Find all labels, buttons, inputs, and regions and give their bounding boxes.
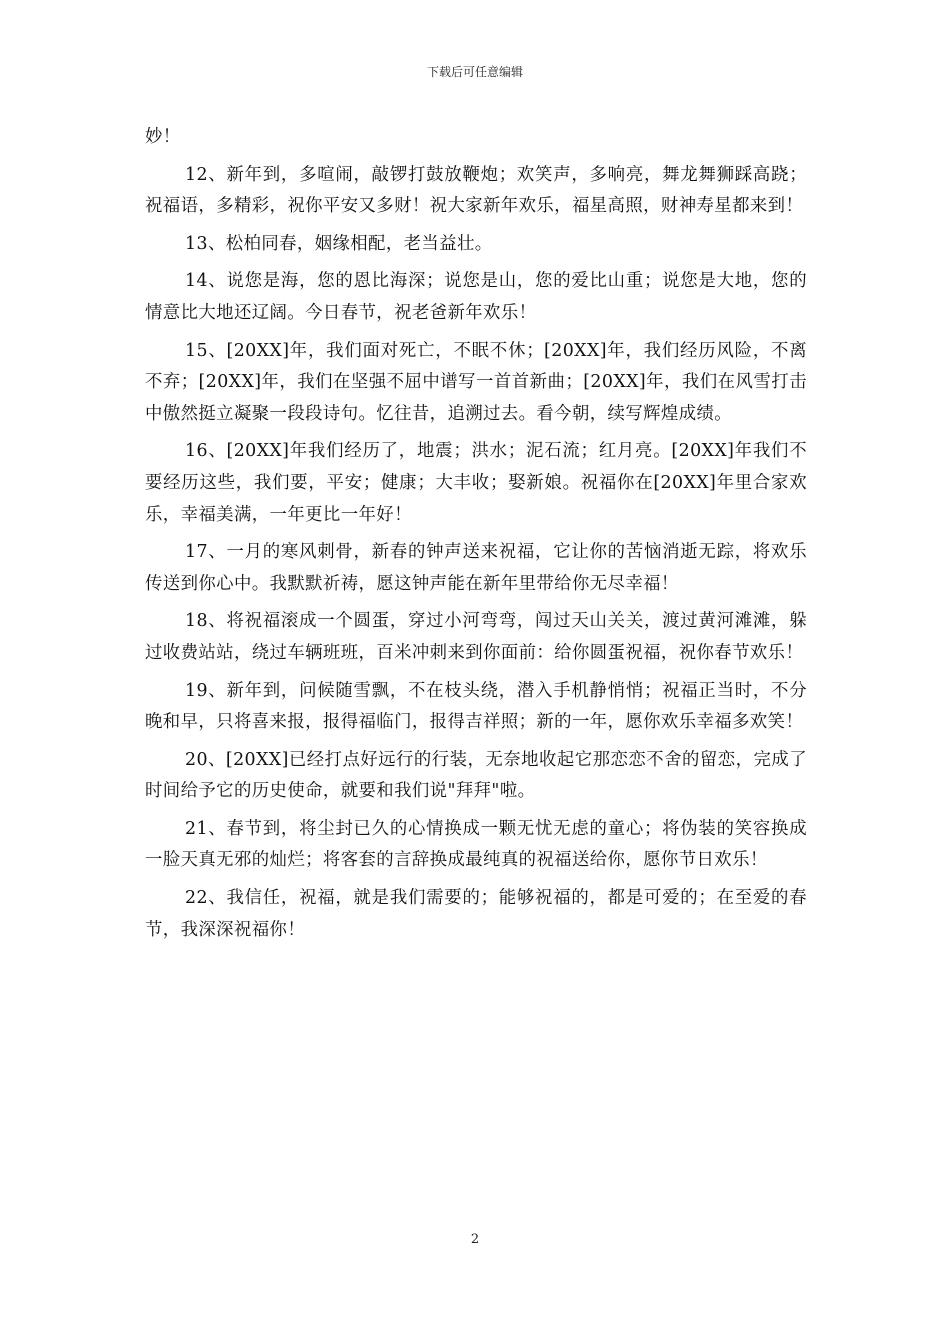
page-number: 2 xyxy=(470,1232,480,1247)
paragraph-continuation: 妙！ xyxy=(145,127,181,147)
paragraph-item-19: 19、新年到，问候随雪飘，不在枝头绕，潜入手机静悄悄；祝福正当时，不分晚和早，只将喜来报，报得福临门，报得吉祥照；新的一年，愿你欢乐幸福多欢笑！ xyxy=(145,680,807,733)
paragraph-item-17: 17、一月的寒风刺骨，新春的钟声送来祝福，它让你的苦恼消逝无踪，将欢乐传送到你心中。我默默祈祷，愿这钟声能在新年里带给你无尽幸福！ xyxy=(145,542,807,594)
paragraph-item-21: 21、春节到，将尘封已久的心情换成一颗无忧无虑的童心；将伪装的笑容换成一脸天真无邪的灿烂；将客套的言辞换成最纯真的祝福送给你，愿你节日欢乐！ xyxy=(145,818,807,871)
paragraph-item-16: 16、[20XX]年我们经历了，地震；洪水；泥石流；红月亮。[20XX]年我们不要经历这些，我们要，平安；健康；大丰收；娶新娘。祝福你在[20XX]年里合家欢乐，幸福美满，一年更比一年好！ xyxy=(145,441,807,525)
paragraph-item-13: 13、松柏同春，姻缘相配，老当益壮。 xyxy=(185,233,493,254)
paragraph-item-15: 15、[20XX]年，我们面对死亡，不眠不休；[20XX]年，我们经历风险，不离不弃；[20XX]年，我们在坚强不屈中谱写一首首新曲；[20XX]年，我们在风雪打击中傲然挺立凝聚一段段诗句。忆往昔，追溯过去。看今朝，续写辉煌成绩。 xyxy=(145,340,807,424)
paragraph-item-18: 18、将祝福滚成一个圆蛋，穿过小河弯弯，闯过天山关关，渡过黄河滩滩，躲过收费站站，绕过车辆班班，百米冲刺来到你面前：给你圆蛋祝福，祝你春节欢乐！ xyxy=(145,611,807,663)
paragraph-item-22: 22、我信任，祝福，就是我们需要的；能够祝福的，都是可爱的；在至爱的春节，我深深祝福你！ xyxy=(145,888,807,940)
paragraph-item-14: 14、说您是海，您的恩比海深；说您是山，您的爱比山重；说您是大地，您的情意比大地还辽阔。今日春节，祝老爸新年欢乐！ xyxy=(145,271,807,323)
paragraph-item-12: 12、新年到，多喧闹，敲锣打鼓放鞭炮；欢笑声，多响亮，舞龙舞狮踩高跷；祝福语，多精彩，祝你平安又多财！祝大家新年欢乐，福星高照，财神寿星都来到！ xyxy=(145,164,807,217)
document-body xyxy=(145,122,807,952)
paragraph-item-20: 20、[20XX]已经打点好远行的行装，无奈地收起它那恋恋不舍的留恋，完成了时间给予它的历史使命，就要和我们说"拜拜"啦。 xyxy=(145,749,807,802)
page-header: 下载后可任意编辑 xyxy=(426,65,523,79)
